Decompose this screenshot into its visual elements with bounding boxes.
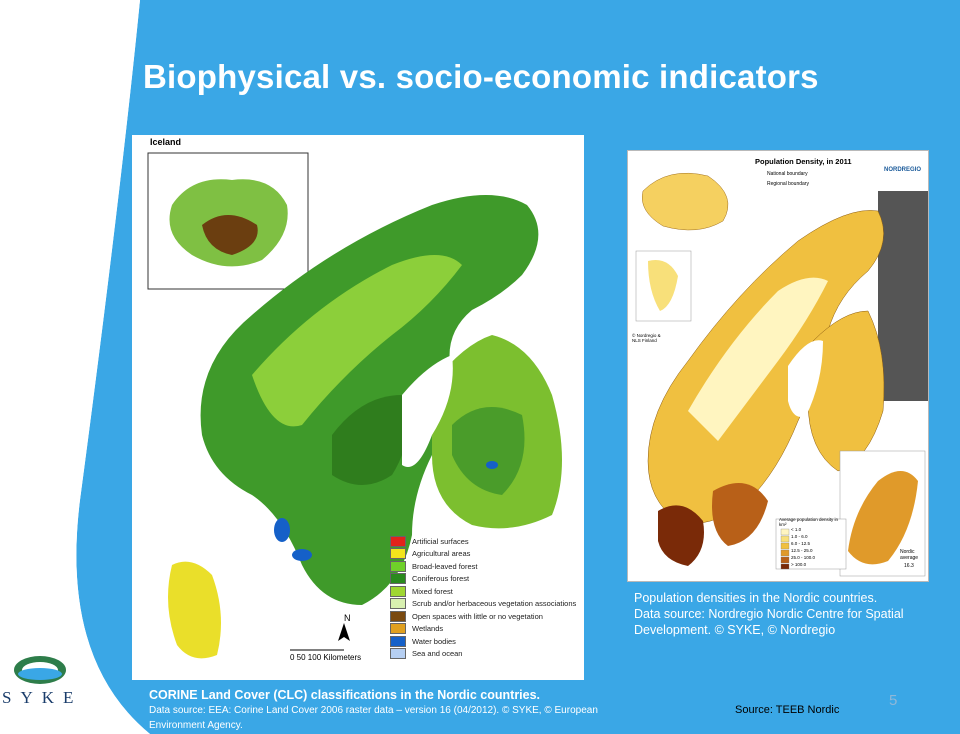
density-legend-label: > 100.0 [791,562,807,567]
population-caption-title: Population densities in the Nordic countries. [634,591,878,605]
population-map-caption [634,590,944,638]
source-note: Source: TEEB Nordic [735,704,840,716]
legend-item-agricultural: Agricultural areas [390,548,590,561]
land-cover-caption [149,688,609,733]
legend-swatch [390,611,406,622]
density-legend-label: < 1.0 [791,527,802,532]
population-density-map [627,150,929,582]
density-legend-label: 6.0 - 12.5 [791,541,811,546]
legend-swatch [390,586,406,597]
legend-item-artificial: Artificial surfaces [390,535,590,548]
iceland-inset-label: Iceland [150,137,182,147]
page-number: 5 [889,692,898,709]
legend-swatch [390,598,406,609]
nordic-average-value: 16.3 [904,563,914,569]
legend-item-broadleaved: Broad-leaved forest [390,560,590,573]
legend-swatch [390,548,406,559]
scale-bar-label: 0 50 100 Kilometers [290,653,362,662]
north-arrow-label: N [344,613,351,623]
density-legend-label: 12.5 - 25.0 [791,548,813,553]
legend-swatch [390,573,406,584]
density-legend-title: Average population density in km² [779,517,838,527]
slide-title: Biophysical vs. socio-economic indicators [143,58,819,95]
legend-item-mixed: Mixed forest [390,585,590,598]
legend-swatch [390,536,406,547]
density-map-title: Population Density, in 2011 [755,157,852,166]
population-density-map-graphic [628,151,928,581]
legend-item-wetlands: Wetlands [390,623,590,636]
copyright-label: © Nordregio & NLS Finland [632,333,661,343]
nordic-average-label: Nordic average [900,549,919,561]
population-caption-body: Data source: Nordregio Nordic Centre for Spatial Development. © SYKE, © Nordregio [634,607,904,637]
land-cover-caption-title: CORINE Land Cover (CLC) classifications in the Nordic countries. [149,688,541,702]
land-cover-caption-body: Data source: EEA: Corine Land Cover 2006 raster data – version 16 (04/2012). © SYKE, © European Environment Agency. [149,705,598,731]
density-legend-label: 25.0 - 100.0 [791,555,816,560]
national-boundary-label: National boundary [767,171,808,177]
regional-boundary-label: Regional boundary [767,181,809,187]
legend-item-sea: Sea and ocean [390,648,590,661]
legend-swatch [390,636,406,647]
nordregio-logo: NORDREGIO [884,167,922,173]
land-cover-legend [390,535,590,660]
density-legend-label: 1.0 - 6.0 [791,534,808,539]
legend-item-water: Water bodies [390,635,590,648]
legend-item-scrub: Scrub and/or herbaceous vegetation associations [390,598,590,611]
legend-item-coniferous: Coniferous forest [390,573,590,586]
legend-swatch [390,623,406,634]
legend-swatch [390,648,406,659]
legend-swatch [390,561,406,572]
legend-item-open-spaces: Open spaces with little or no vegetation [390,610,590,623]
syke-logo-text: SYKE [2,688,83,707]
